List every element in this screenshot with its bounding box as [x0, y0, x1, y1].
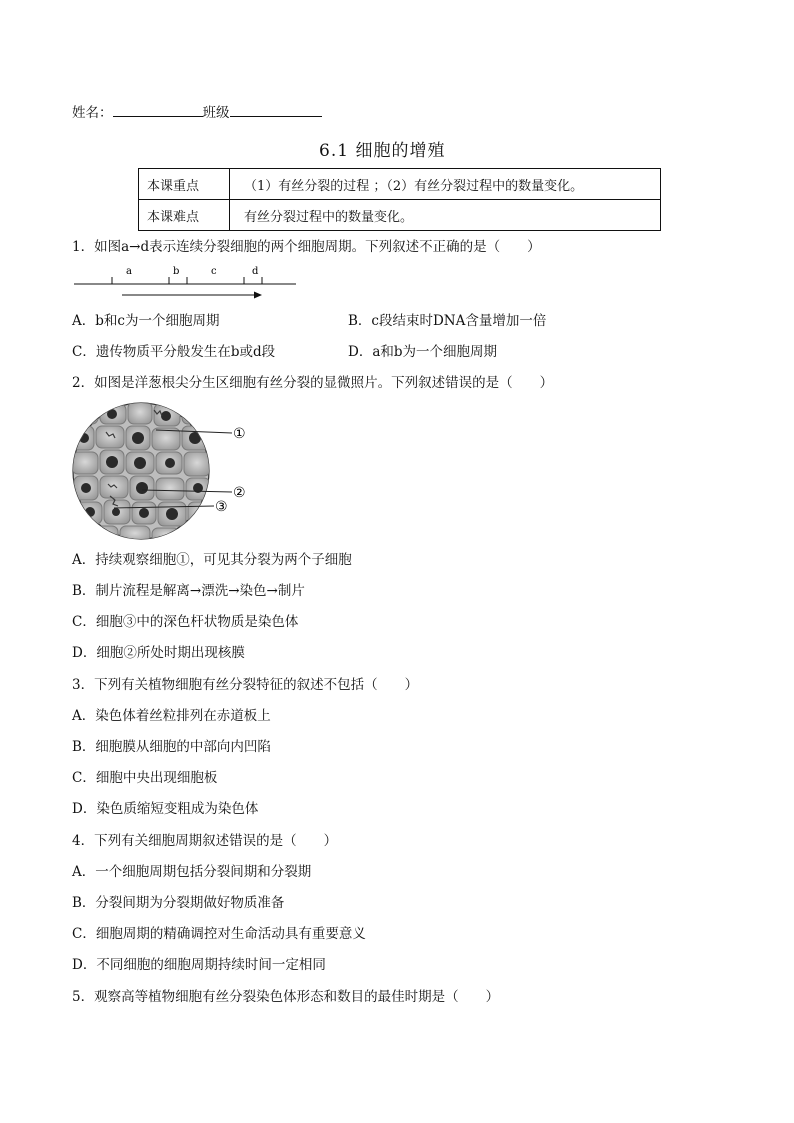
name-class-line — [72, 102, 322, 122]
figure-label-2: ② — [233, 485, 246, 501]
q3-option-a[interactable]: A．染色体着丝粒排列在赤道板上 — [72, 708, 271, 724]
q3-option-d[interactable]: D．染色质缩短变粗成为染色体 — [72, 801, 259, 817]
arrow-head-icon — [254, 292, 262, 299]
micrograph-figure — [70, 400, 266, 544]
class-blank[interactable] — [230, 102, 322, 117]
figure-label-3: ③ — [215, 499, 228, 515]
q1-option-d[interactable]: D．a和b为一个细胞周期 — [348, 344, 498, 360]
q4-option-a[interactable]: A．一个细胞周期包括分裂间期和分裂期 — [72, 864, 312, 880]
table-row — [139, 169, 661, 200]
q4-option-b[interactable]: B．分裂间期为分裂期做好物质准备 — [72, 895, 285, 911]
segment-label-b: b — [173, 266, 180, 277]
objective-key: 本课重点 — [139, 169, 230, 200]
q1-option-a[interactable]: A．b和c为一个细胞周期 — [72, 313, 220, 329]
cell-cycle-line-diagram — [72, 262, 298, 304]
q1-stem: 1．如图a→d表示连续分裂细胞的两个细胞周期。下列叙述不正确的是（ ） — [72, 239, 541, 255]
q2-stem: 2．如图是洋葱根尖分生区细胞有丝分裂的显微照片。下列叙述错误的是（ ） — [72, 375, 554, 391]
name-label: 姓名： — [72, 105, 113, 121]
q5-stem: 5．观察高等植物细胞有丝分裂染色体形态和数目的最佳时期是（ ） — [72, 989, 500, 1005]
segment-label-c: c — [211, 266, 217, 277]
q1-option-c[interactable]: C．遗传物质平分般发生在b或d段 — [72, 344, 276, 360]
objective-value: 有丝分裂过程中的数量变化。 — [230, 200, 661, 231]
segment-label-a: a — [126, 266, 132, 277]
q3-option-c[interactable]: C．细胞中央出现细胞板 — [72, 770, 218, 786]
class-label: 班级 — [202, 105, 230, 121]
q2-option-a[interactable]: A．持续观察细胞①，可见其分裂为两个子细胞 — [72, 552, 352, 568]
q4-option-c[interactable]: C．细胞周期的精确调控对生命活动具有重要意义 — [72, 926, 366, 942]
q3-stem: 3．下列有关植物细胞有丝分裂特征的叙述不包括（ ） — [72, 677, 419, 693]
name-blank[interactable] — [113, 102, 203, 117]
segment-label-d: d — [252, 266, 259, 277]
q2-option-d[interactable]: D．细胞②所处时期出现核膜 — [72, 645, 245, 661]
q2-option-c[interactable]: C．细胞③中的深色杆状物质是染色体 — [72, 614, 299, 630]
table-row — [139, 200, 661, 231]
q4-stem: 4．下列有关细胞周期叙述错误的是（ ） — [72, 833, 338, 849]
q1-option-b[interactable]: B．c段结束时DNA含量增加一倍 — [348, 313, 547, 329]
objectives-table — [138, 168, 661, 231]
objective-key: 本课难点 — [139, 200, 230, 231]
page-title: 6.1 细胞的增殖 — [319, 141, 446, 161]
figure-label-1: ① — [233, 426, 246, 442]
q3-option-b[interactable]: B．细胞膜从细胞的中部向内凹陷 — [72, 739, 271, 755]
objective-value: （1）有丝分裂的过程 ；（2）有丝分裂过程中的数量变化。 — [230, 169, 661, 200]
q4-option-d[interactable]: D．不同细胞的细胞周期持续时间一定相同 — [72, 957, 326, 973]
q2-option-b[interactable]: B．制片流程是解离→漂洗→染色→制片 — [72, 583, 305, 599]
